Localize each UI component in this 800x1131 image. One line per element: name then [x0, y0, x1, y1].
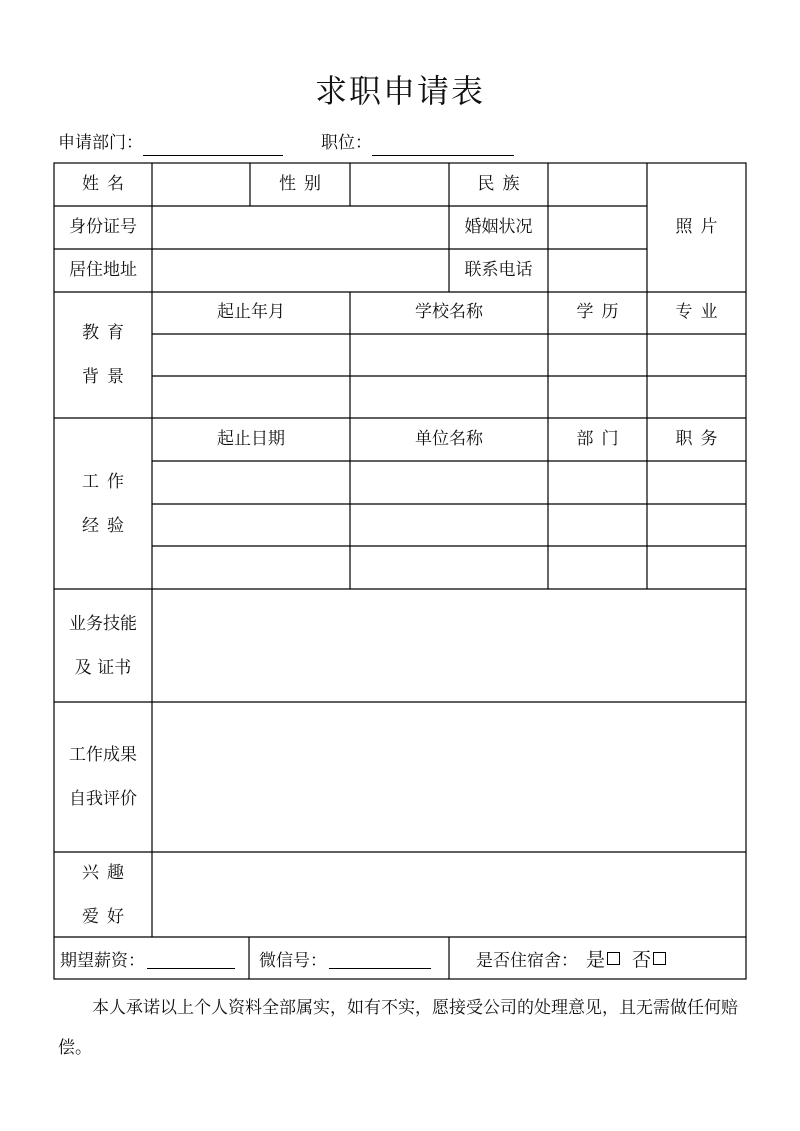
expected-salary-input[interactable]	[147, 948, 235, 969]
work-row-2-employer[interactable]	[350, 504, 548, 546]
work-col-period: 起止日期	[217, 428, 285, 449]
id-number-input[interactable]	[152, 206, 449, 249]
page-title: 求职申请表	[314, 72, 485, 110]
work-row-1-title[interactable]	[647, 461, 746, 504]
work-col-employer: 单位名称	[415, 428, 483, 449]
work-row-2-title[interactable]	[647, 504, 746, 546]
education-col-major: 专业	[675, 302, 726, 323]
work-row-3-employer[interactable]	[350, 546, 548, 589]
position-label: 职位：	[321, 133, 372, 153]
id-number-label: 身份证号	[69, 216, 137, 237]
ethnicity-label: 民族	[477, 173, 528, 194]
address-input[interactable]	[152, 249, 449, 292]
department-label: 申请部门：	[58, 133, 143, 153]
work-row-1-department[interactable]	[548, 461, 647, 504]
skills-label-line-1: 业务技能	[69, 613, 137, 634]
marital-status-input[interactable]	[548, 206, 647, 249]
achievements-label-line-2: 自我评价	[69, 789, 137, 809]
education-row-2-degree[interactable]	[548, 376, 647, 418]
education-row-1-school[interactable]	[350, 334, 548, 376]
hobbies-label-line-1: 兴趣	[82, 862, 132, 883]
skills-label	[54, 589, 152, 702]
education-section-label	[54, 292, 152, 418]
education-col-period: 起止年月	[217, 302, 285, 323]
dormitory-yes-checkbox[interactable]	[607, 952, 620, 965]
skills-input[interactable]	[152, 589, 746, 702]
hobbies-label-line-2: 爱好	[82, 906, 132, 927]
dormitory-field	[476, 937, 678, 979]
work-row-1-period[interactable]	[152, 461, 350, 504]
work-row-3-period[interactable]	[152, 546, 350, 589]
education-row-2-major[interactable]	[647, 376, 746, 418]
work-col-department: 部门	[576, 428, 627, 449]
gender-input[interactable]	[350, 163, 449, 206]
work-row-3-title[interactable]	[647, 546, 746, 589]
ethnicity-input[interactable]	[548, 163, 647, 206]
dormitory-yes-label: 是	[586, 948, 606, 971]
expected-salary-field	[60, 937, 235, 979]
achievements-input[interactable]	[152, 702, 746, 852]
skills-label-line-2: 及 证书	[74, 657, 132, 678]
education-label-line-2: 背景	[82, 367, 132, 387]
dormitory-no-checkbox[interactable]	[653, 952, 666, 965]
phone-label: 联系电话	[464, 259, 533, 280]
education-col-school: 学校名称	[415, 302, 483, 323]
achievements-label	[54, 702, 152, 852]
applicant-pledge: 本人承诺以上个人资料全部属实，如有不实，愿接受公司的处理意见，且无需做任何赔偿。	[58, 998, 738, 1058]
education-row-1-period[interactable]	[152, 334, 350, 376]
phone-input[interactable]	[548, 249, 647, 292]
work-row-3-department[interactable]	[548, 546, 647, 589]
wechat-input[interactable]	[329, 948, 431, 969]
education-row-2-period[interactable]	[152, 376, 350, 418]
work-col-title: 职务	[675, 428, 726, 449]
education-row-1-degree[interactable]	[548, 334, 647, 376]
hobbies-input[interactable]	[152, 852, 746, 937]
name-label: 姓名	[82, 173, 132, 194]
education-row-1-major[interactable]	[647, 334, 746, 376]
expected-salary-label: 期望薪资：	[60, 950, 145, 971]
work-row-1-employer[interactable]	[350, 461, 548, 504]
work-row-2-department[interactable]	[548, 504, 647, 546]
work-row-2-period[interactable]	[152, 504, 350, 546]
wechat-field	[259, 937, 431, 979]
hobbies-label	[54, 852, 152, 937]
education-col-degree: 学历	[576, 302, 627, 323]
dormitory-label: 是否住宿舍：	[476, 950, 578, 971]
work-label-line-2: 经验	[82, 515, 132, 536]
work-section-label	[54, 418, 152, 589]
wechat-label: 微信号：	[259, 950, 327, 971]
work-label-line-1: 工作	[82, 471, 132, 492]
gender-label: 性别	[279, 173, 329, 194]
education-label-line-1: 教育	[82, 323, 132, 343]
photo-box[interactable]: 照片	[675, 216, 726, 237]
address-label: 居住地址	[69, 259, 137, 280]
education-row-2-school[interactable]	[350, 376, 548, 418]
marital-status-label: 婚姻状况	[464, 216, 533, 237]
dormitory-no-label: 否	[632, 948, 652, 971]
name-input[interactable]	[152, 163, 250, 206]
achievements-label-line-1: 工作成果	[69, 745, 137, 765]
